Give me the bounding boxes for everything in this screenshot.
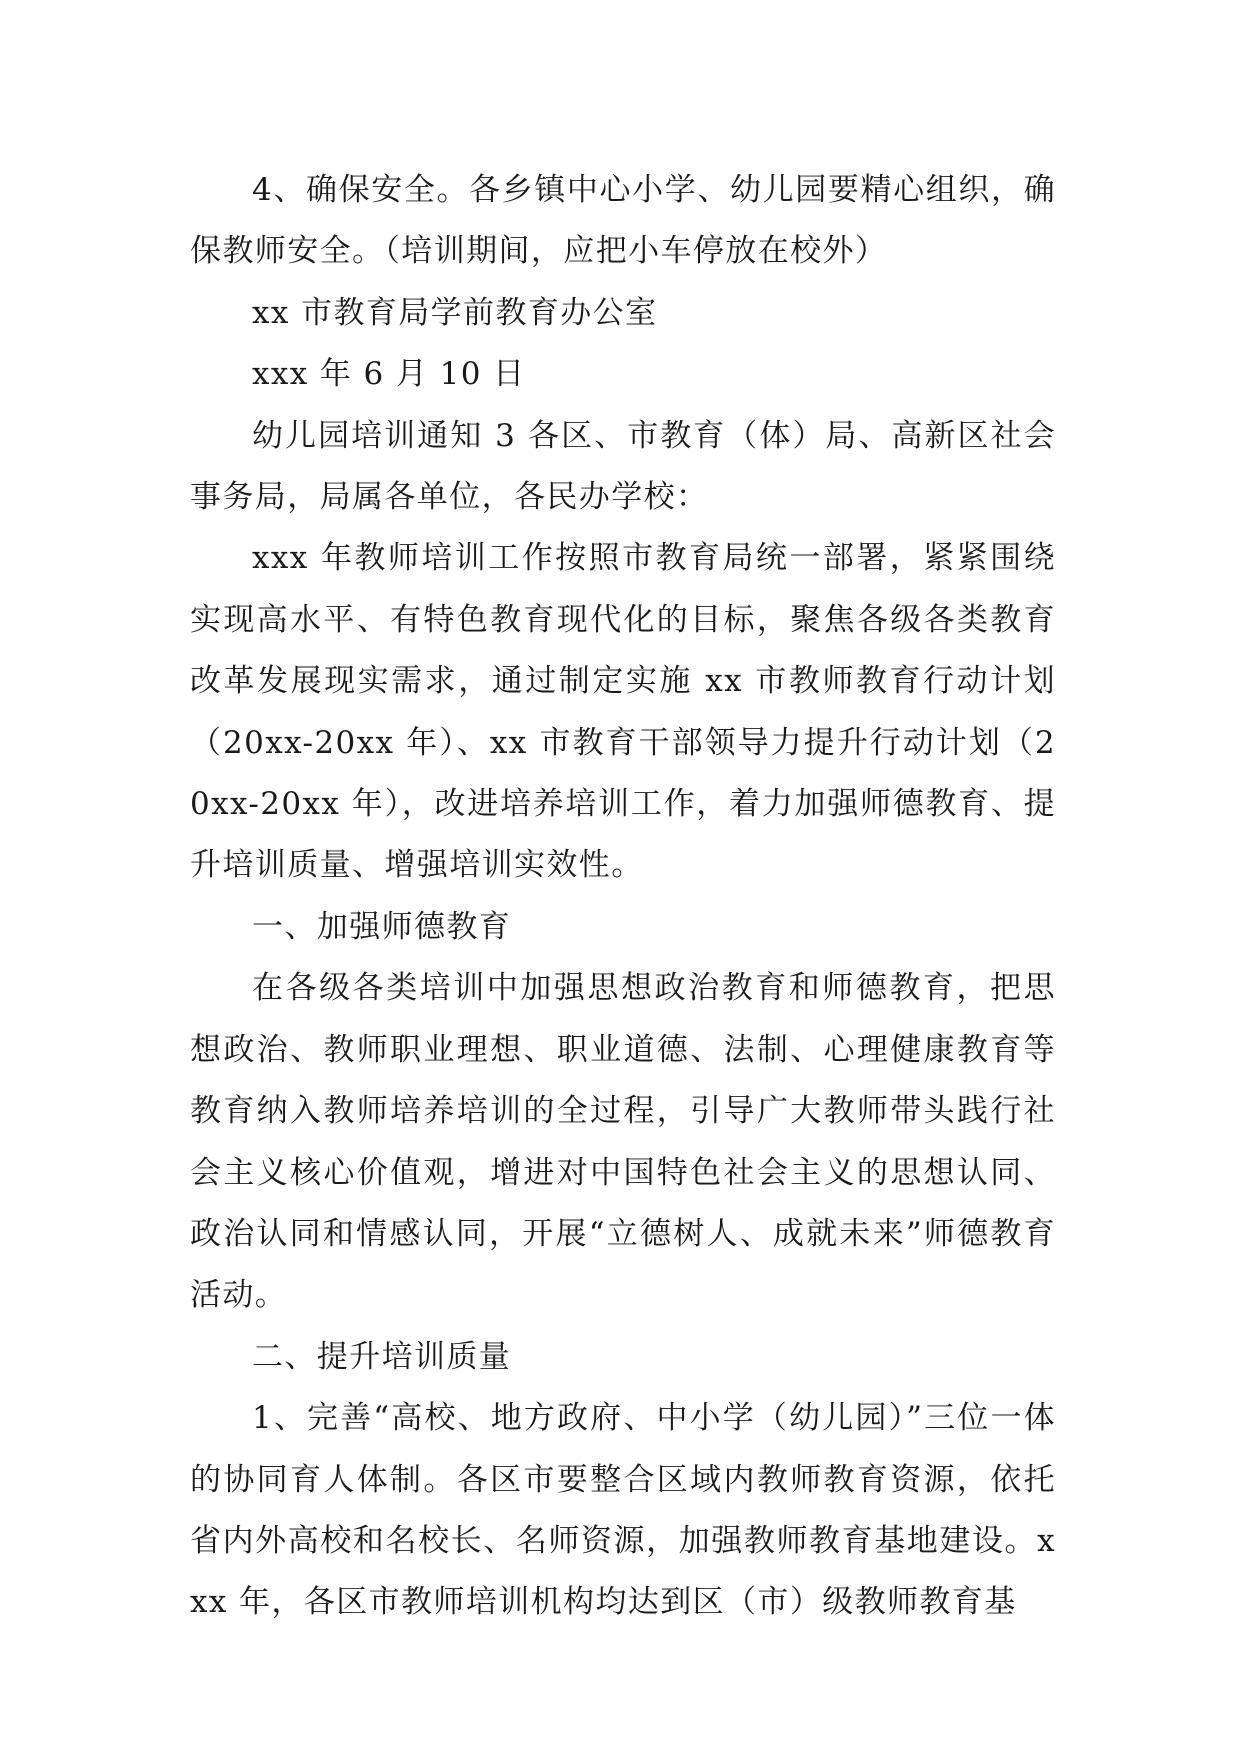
section-heading-quality: 二、提升培训质量 bbox=[252, 1338, 512, 1375]
paragraph-safety: 4、确保安全。各乡镇中心小学、幼儿园要精心组织，确保教师安全。（培训期间，应把小车停放在校外） bbox=[190, 172, 1056, 270]
paragraph-signature-office: xx 市教育局学前教育办公室 bbox=[252, 294, 658, 331]
section-heading-ethics: 一、加强师德教育 bbox=[252, 908, 512, 945]
paragraph-intro: xxx 年教师培训工作按照市教育局统一部署，紧紧围绕实现高水平、有特色教育现代化的目标，聚焦各级各类教育改革发展现实需求，通过制定实施 xx 市教师教育行动计划（20xx-20xx 年）、xx 市教育干部领导力提升行动计划（20xx-20xx 年），改进培养培训工作，着力加强师德教育、提升培训质量、增强培训实效性。 bbox=[190, 540, 1056, 884]
paragraph-notice-recipients: 幼儿园培训通知 3 各区、市教育（体）局、高新区社会事务局，局属各单位，各民办学校： bbox=[190, 417, 1056, 516]
document-body bbox=[190, 160, 1056, 1634]
paragraph-signature-date: xxx 年 6 月 10 日 bbox=[252, 356, 526, 393]
paragraph-quality-1: 1、完善“高校、地方政府、中小学（幼儿园）”三位一体的协同育人体制。各区市要整合区域内教师教育资源，依托省内外高校和名校长、名师资源，加强教师教育基地建设。xxx 年，各区市教师培训机构均达到区（市）级教师教育基 bbox=[190, 1400, 1056, 1621]
paragraph-ethics: 在各级各类培训中加强思想政治教育和师德教育，把思想政治、教师职业理想、职业道德、法制、心理健康教育等教育纳入教师培养培训的全过程，引导广大教师带头践行社会主义核心价值观，增进对中国特色社会主义的思想认同、政治认同和情感认同，开展“立德树人、成就未来”师德教育活动。 bbox=[190, 970, 1056, 1314]
